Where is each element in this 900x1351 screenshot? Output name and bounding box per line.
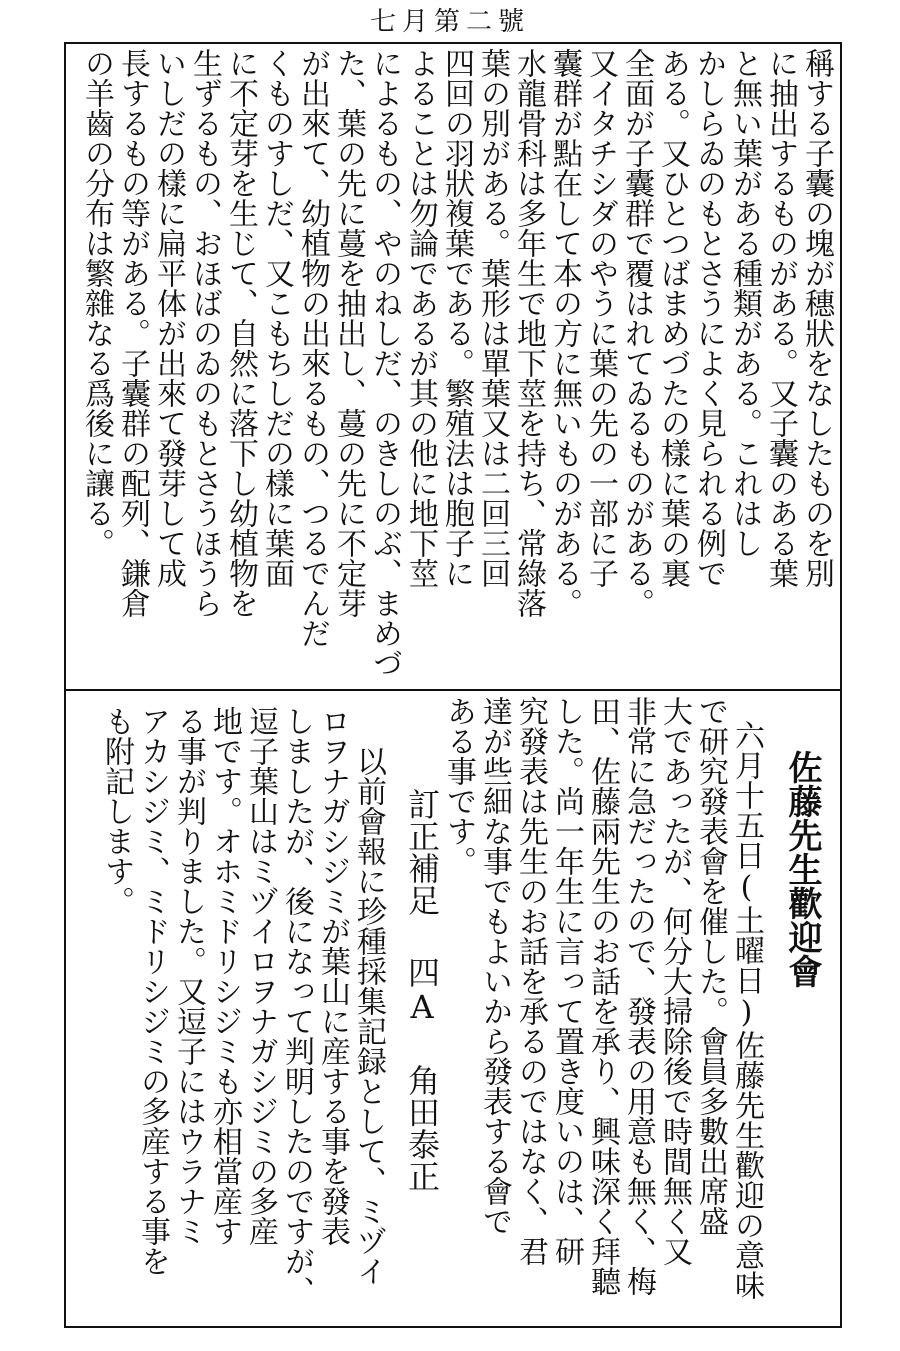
text-column: と無い葉がある種類がある。これはし — [727, 48, 762, 558]
text-column: に抽出するものがある。又子囊のある葉 — [763, 48, 798, 588]
text-column: 大であったが、何分大掃除後で時間無く又 — [657, 696, 692, 1266]
bottom-text-panel — [70, 696, 836, 1322]
text-column: 長するもの等がある。子囊群の配列、鎌倉 — [115, 48, 150, 618]
text-column: る事が判りました。又逗子にはウラナミ — [171, 706, 206, 1246]
text-column: 又イタチシダのやうに葉の先の一部に子 — [583, 48, 618, 588]
text-column: 地です。オホミドリシジミも亦相當産す — [207, 706, 242, 1246]
text-column: 生ずるもの、おほばのゐのもとさうほうら — [187, 48, 222, 618]
text-column: 六月十五日(土曜日)佐藤先生歡迎の意味 — [729, 720, 764, 1300]
text-column: も附記します。 — [99, 706, 134, 916]
article-title: 佐藤先生歡迎會 — [782, 750, 822, 988]
text-column: 葉の別がある。葉形は單葉又は二回三回 — [475, 48, 510, 588]
author-name: 四A 角田泰正 — [403, 956, 441, 1192]
text-column: しましたが、後になって判明したのですが、 — [279, 706, 314, 1306]
text-column: 達が些細な事でもよいから發表する會で — [477, 696, 512, 1236]
text-column: ロヲナガシジミが葉山に産する事を發表 — [315, 706, 350, 1246]
text-column: 非常に急だったので、發表の用意も無く、梅 — [621, 696, 656, 1296]
text-column: で研究發表會を催した。會員多數出席盛 — [693, 696, 728, 1236]
page-header: 七月第二號 — [369, 7, 530, 37]
text-column: アカシジミ、ミドリシジミの多産する事を — [135, 706, 170, 1276]
text-column: 囊群が點在して本の方に無いものがある。 — [547, 48, 582, 618]
text-column: 稱する子囊の塊が穗狀をなしたものを別 — [799, 48, 834, 588]
text-column: 全面が子囊群で覆はれてゐるものがある。 — [619, 48, 654, 618]
text-column: いしだの樣に扁平体が出來て發芽して成 — [151, 48, 186, 588]
text-column: くものすしだ、又こもちしだの樣に葉面 — [259, 48, 294, 588]
section-divider — [66, 689, 840, 691]
text-column: 以前會報に珍種採集記録として、ミヅイ — [351, 746, 386, 1286]
text-column: よることは勿論であるが其の他に地下莖 — [403, 48, 438, 588]
text-column: 逗子葉山はミヅイロヲナガシジミの多産 — [243, 706, 278, 1246]
text-column: た、葉の先に蔓を抽出し、蔓の先に不定芽 — [331, 48, 366, 618]
text-column: 究發表は先生のお話を承るのではなく、君 — [513, 696, 548, 1266]
text-column: 水龍骨科は多年生で地下莖を持ち、常綠落 — [511, 48, 546, 618]
text-column: の羊齒の分布は繁雜なる爲後に讓る。 — [79, 48, 114, 558]
text-column: が出來て、幼植物の出來るもの、つるでんだ — [295, 48, 330, 648]
page-frame — [64, 42, 842, 1328]
text-column: した。尚一年生に言って置き度いのは、研 — [549, 696, 584, 1266]
text-column: かしらゐのもとさうによく見られる例で — [691, 48, 726, 588]
text-column: ある事です。 — [441, 696, 476, 876]
text-column: 田、佐藤兩先生のお話を承り、興味深く拜聽 — [585, 696, 620, 1296]
text-column: ある。又ひとつばまめづたの樣に葉の裏 — [655, 48, 690, 588]
top-text-panel — [70, 48, 836, 684]
correction-title: 訂正補足 — [403, 788, 441, 916]
text-column: に不定芽を生じて、自然に落下し幼植物を — [223, 48, 258, 618]
text-column: 四回の羽狀複葉である。繁殖法は胞子に — [439, 48, 474, 588]
text-column: によるもの、やのねしだ、のきしのぶ、まめづ — [367, 48, 402, 678]
